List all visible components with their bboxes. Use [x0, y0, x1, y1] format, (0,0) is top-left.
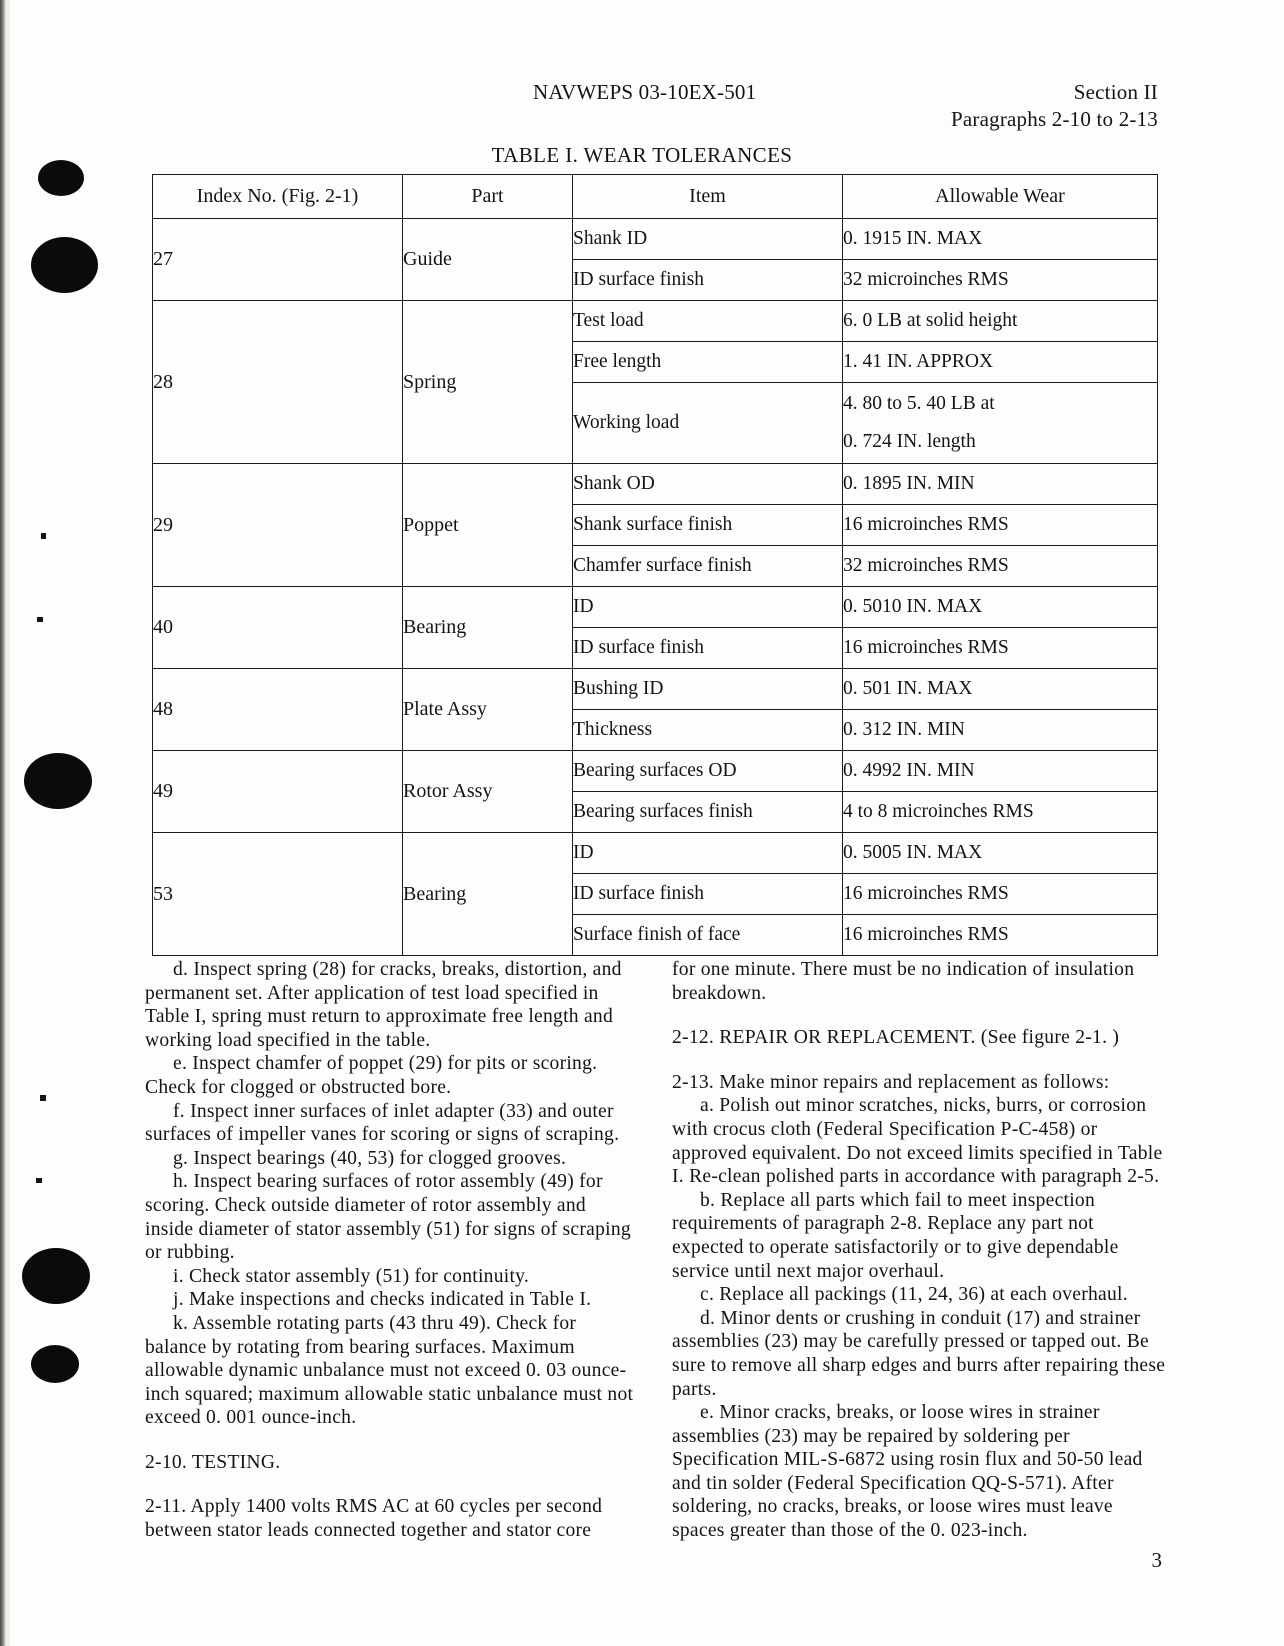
cell-index: 29 [153, 464, 403, 587]
cell-allowable-wear: 0. 1915 IN. MAX [843, 219, 1158, 260]
paragraph-b: b. Replace all parts which fail to meet inspection requirements of paragraph 2-8. Replace any part not expected to operate satisfactorily or to give dependable service until next major overhaul. [672, 1189, 1119, 1282]
section-label: Section II [1073, 80, 1158, 104]
cell-item: Shank ID [573, 219, 843, 260]
scan-edge-artifact-inner [6, 0, 10, 1646]
cell-allowable-wear: 0. 5005 IN. MAX [843, 833, 1158, 874]
paragraph-c: c. Replace all packings (11, 24, 36) at each overhaul. [700, 1284, 1128, 1306]
cell-allowable-wear: 6. 0 LB at solid height [843, 301, 1158, 342]
paragraph-g: g. Inspect bearings (40, 53) for clogged grooves. [173, 1147, 567, 1169]
cell-allowable-wear: 16 microinches RMS [843, 505, 1158, 546]
paragraph-i: i. Check stator assembly (51) for continuity. [173, 1265, 530, 1287]
paragraph-2-10-testing: 2-10. TESTING. [145, 1451, 281, 1473]
paragraph-a: a. Polish out minor scratches, nicks, burrs, or corrosion with crocus cloth (Federal Specification P-C-458) or approved equivalent. Do not exceed limits specified in Table I. Re-clean polished parts in accordance with paragraph 2-5. [672, 1095, 1163, 1188]
table-row [153, 464, 1158, 505]
paragraph-e-right: e. Minor cracks, breaks, or loose wires in strainer assemblies (23) may be repaired by soldering per Specification MIL-S-6872 using rosin flux and 50-50 lead and tin solder (Federal Specification QQ-S-571). After soldering, no cracks, breaks, or loose wires must leave spaces greater than those of the 0. 023-inch. [672, 1402, 1143, 1542]
wear-tolerances-table [152, 174, 1158, 956]
paragraph-k: k. Assemble rotating parts (43 thru 49). Check for balance by rotating from bearing surfaces. Maximum allowable dynamic unbalance must not exceed 0. 03 ounce-inch squared; maximum allowable static unbalance must not exceed 0. 001 ounce-inch. [145, 1312, 634, 1429]
document-number: NAVWEPS 03-10EX-501 [533, 80, 757, 104]
paragraph-2-11-continued: for one minute. There must be no indication of insulation breakdown. [672, 959, 1135, 1004]
paragraph-2-13: 2-13. Make minor repairs and replacement as follows: [672, 1071, 1110, 1093]
paragraph-h: h. Inspect bearing surfaces of rotor assembly (49) for scoring. Check outside diameter of rotor assembly and inside diameter of stator assembly (51) for signs of scraping or rubbing. [145, 1171, 631, 1264]
column-header-item: Item [573, 175, 843, 219]
body-left-column [145, 958, 639, 1543]
cell-item: Test load [573, 301, 843, 342]
column-header-allowable-wear: Allowable Wear [843, 175, 1158, 219]
punch-mark [31, 1345, 79, 1383]
cell-part: Spring [403, 301, 573, 464]
cell-item: Bearing surfaces finish [573, 792, 843, 833]
page-number: 3 [1151, 1548, 1162, 1572]
scan-speck [36, 1178, 42, 1183]
cell-item: Shank surface finish [573, 505, 843, 546]
punch-mark [31, 237, 98, 293]
cell-part: Rotor Assy [403, 751, 573, 833]
cell-item: Thickness [573, 710, 843, 751]
table-row [153, 219, 1158, 260]
cell-index: 53 [153, 833, 403, 956]
cell-allowable-wear: 0. 501 IN. MAX [843, 669, 1158, 710]
paragraph-2-11: 2-11. Apply 1400 volts RMS AC at 60 cycles per second between stator leads connected together and stator core [145, 1496, 603, 1542]
cell-index: 28 [153, 301, 403, 464]
cell-allowable-wear: 16 microinches RMS [843, 628, 1158, 669]
cell-item: Bearing surfaces OD [573, 751, 843, 792]
cell-item: Chamfer surface finish [573, 546, 843, 587]
cell-item: ID surface finish [573, 628, 843, 669]
paragraph-f: f. Inspect inner surfaces of inlet adapter (33) and outer surfaces of impeller vanes for scoring or signs of scraping. [145, 1100, 620, 1146]
cell-allowable-wear: 32 microinches RMS [843, 260, 1158, 301]
cell-allowable-wear: 1. 41 IN. APPROX [843, 342, 1158, 383]
column-header-index: Index No. (Fig. 2-1) [153, 175, 403, 219]
paragraph-d-right: d. Minor dents or crushing in conduit (17) and strainer assemblies (23) may be carefully pressed or tapped out. Be sure to remove all sharp edges and burrs after repairing these parts. [672, 1307, 1166, 1400]
cell-part: Bearing [403, 833, 573, 956]
cell-item: Working load [573, 383, 843, 464]
cell-allowable-wear: 32 microinches RMS [843, 546, 1158, 587]
cell-allowable-wear [843, 383, 1158, 464]
cell-index: 49 [153, 751, 403, 833]
cell-item: Surface finish of face [573, 915, 843, 956]
cell-part: Bearing [403, 587, 573, 669]
cell-part: Plate Assy [403, 669, 573, 751]
column-header-part: Part [403, 175, 573, 219]
paragraph-range-label: Paragraphs 2-10 to 2-13 [951, 107, 1158, 131]
cell-allowable-wear: 4 to 8 microinches RMS [843, 792, 1158, 833]
cell-allowable-wear: 16 microinches RMS [843, 915, 1158, 956]
cell-item: ID surface finish [573, 874, 843, 915]
scan-speck [41, 533, 46, 539]
table-row [153, 751, 1158, 792]
cell-index: 27 [153, 219, 403, 301]
cell-item: ID surface finish [573, 260, 843, 301]
paragraph-j: j. Make inspections and checks indicated in Table I. [173, 1289, 592, 1311]
paragraph-2-12-repair-or-replacement: 2-12. REPAIR OR REPLACEMENT. (See figure 2-1. ) [672, 1027, 1120, 1049]
table-header-row [153, 175, 1158, 219]
cell-allowable-wear: 0. 4992 IN. MIN [843, 751, 1158, 792]
cell-part: Guide [403, 219, 573, 301]
table-row [153, 669, 1158, 710]
cell-item: ID [573, 833, 843, 874]
cell-item: Free length [573, 342, 843, 383]
scan-speck [40, 1095, 46, 1101]
cell-index: 48 [153, 669, 403, 751]
table-row [153, 587, 1158, 628]
cell-part: Poppet [403, 464, 573, 587]
table-row [153, 301, 1158, 342]
cell-wear-line-2: 0. 724 IN. length [843, 431, 976, 452]
body-right-column [672, 958, 1166, 1543]
cell-allowable-wear: 0. 312 IN. MIN [843, 710, 1158, 751]
cell-allowable-wear: 0. 1895 IN. MIN [843, 464, 1158, 505]
punch-mark [22, 1248, 90, 1304]
punch-mark [24, 753, 92, 809]
cell-allowable-wear: 16 microinches RMS [843, 874, 1158, 915]
paragraph-d: d. Inspect spring (28) for cracks, breaks, distortion, and permanent set. After application of test load specified in Table I, spring must return to approximate free length and working load specified in the table. [145, 959, 622, 1051]
cell-wear-line-1: 4. 80 to 5. 40 LB at [843, 392, 995, 414]
scan-speck [37, 617, 43, 622]
cell-item: ID [573, 587, 843, 628]
table-row [153, 833, 1158, 874]
cell-item: Shank OD [573, 464, 843, 505]
cell-allowable-wear: 0. 5010 IN. MAX [843, 587, 1158, 628]
table-caption: TABLE I. WEAR TOLERANCES [491, 143, 793, 167]
cell-item: Bushing ID [573, 669, 843, 710]
cell-index: 40 [153, 587, 403, 669]
paragraph-e: e. Inspect chamfer of poppet (29) for pits or scoring. Check for clogged or obstructed bore. [145, 1053, 598, 1098]
